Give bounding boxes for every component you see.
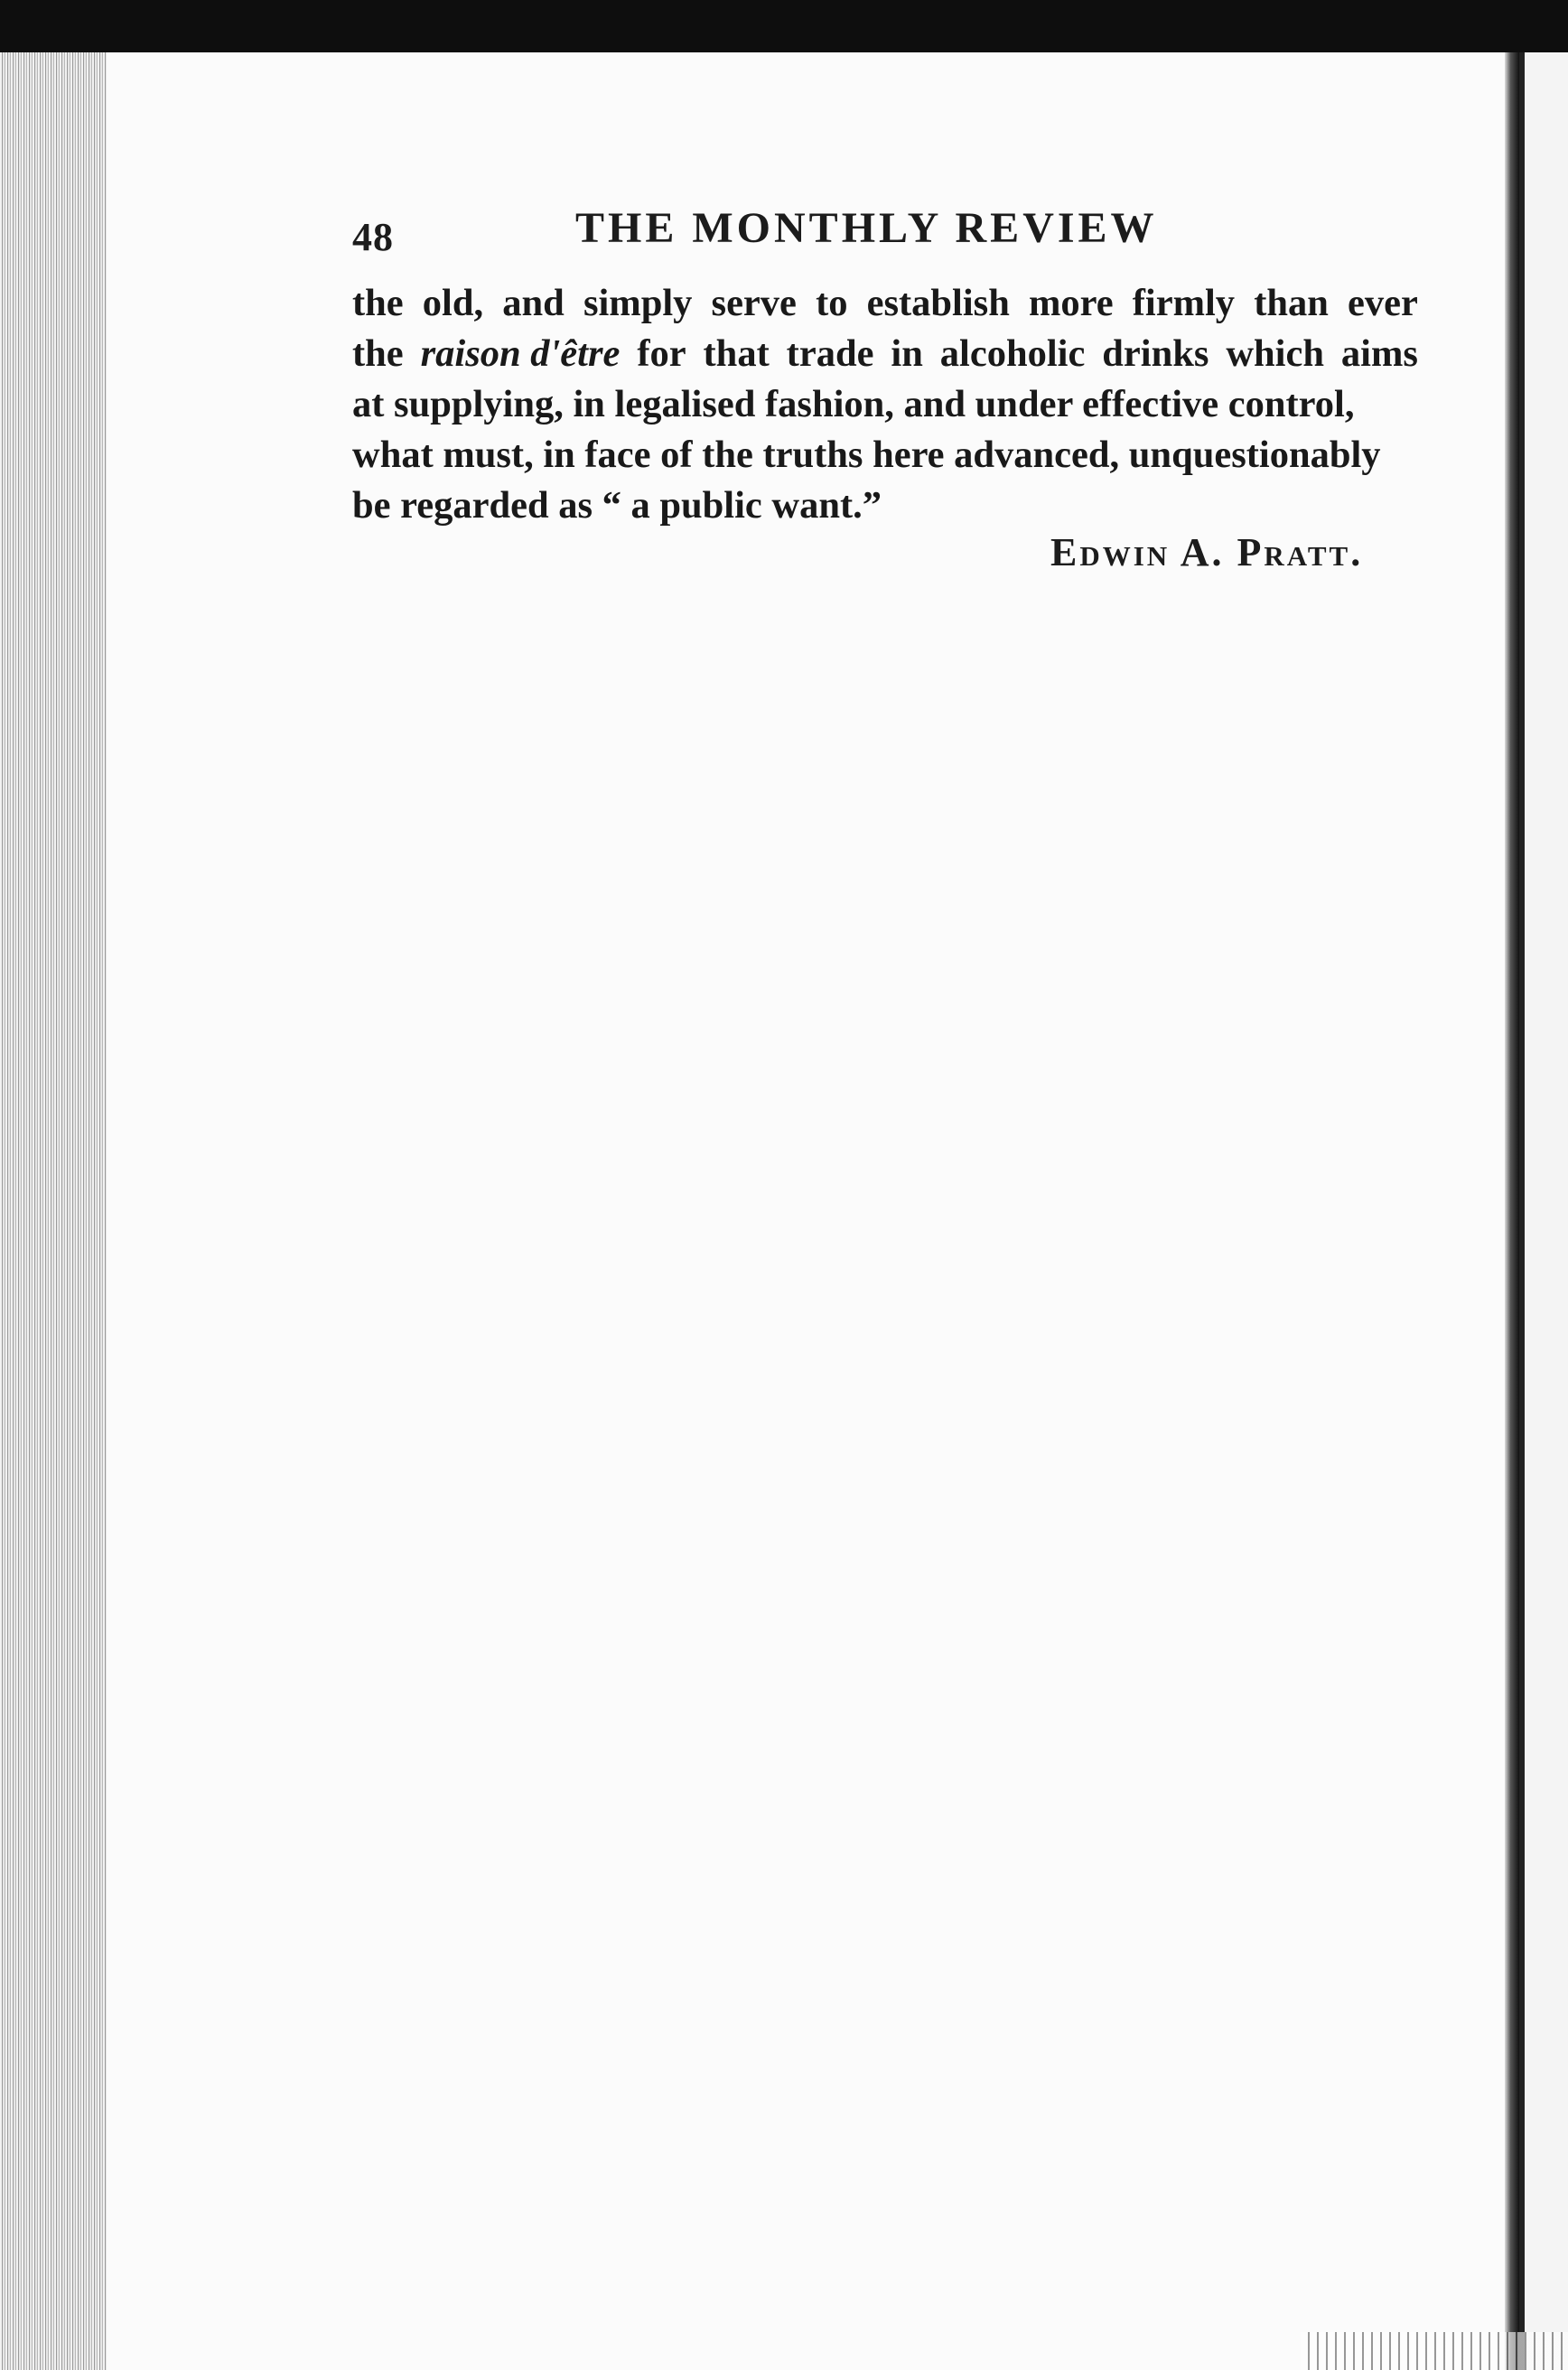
word: firmly [1132,282,1236,324]
word: which [1226,332,1324,375]
word: than [1254,282,1329,324]
facing-page-edge [1519,52,1568,2370]
word: the [352,282,404,324]
word: more [1028,282,1114,324]
word: drinks [1102,332,1209,375]
word: ever [1348,282,1418,324]
word: aims [1340,332,1418,375]
word: alcoholic [939,332,1086,375]
page-header [352,203,1400,257]
word: in [891,332,923,375]
word: that [703,332,770,375]
text-line-3: at supplying, in legalised fashion, and under effective control, [352,383,1355,425]
body-text [352,278,1418,531]
word: for [637,332,686,375]
author-signature: Edwin A. Pratt. [1050,530,1364,574]
word: establish [866,282,1010,324]
word: the [352,332,404,375]
word: to [816,282,848,324]
word: serve [711,282,797,324]
page-number: 48 [352,215,394,259]
word: simply [583,282,693,324]
page-edge-right [1505,52,1519,2370]
italic-phrase: raison d'être [420,332,621,375]
page-edge-bottom [1301,2332,1568,2370]
running-head: THE MONTHLY REVIEW [575,204,1158,252]
text-line-4: what must, in face of the truths here advanced, unquestionably [352,434,1381,476]
page-edges-left [0,52,108,2370]
text-line-5: be regarded as “ a public want.” [352,484,882,527]
text-line-1 [352,278,1418,329]
text-line-2 [352,329,1418,379]
word: trade [786,332,874,375]
word: old, [422,282,484,324]
word: and [502,282,565,324]
